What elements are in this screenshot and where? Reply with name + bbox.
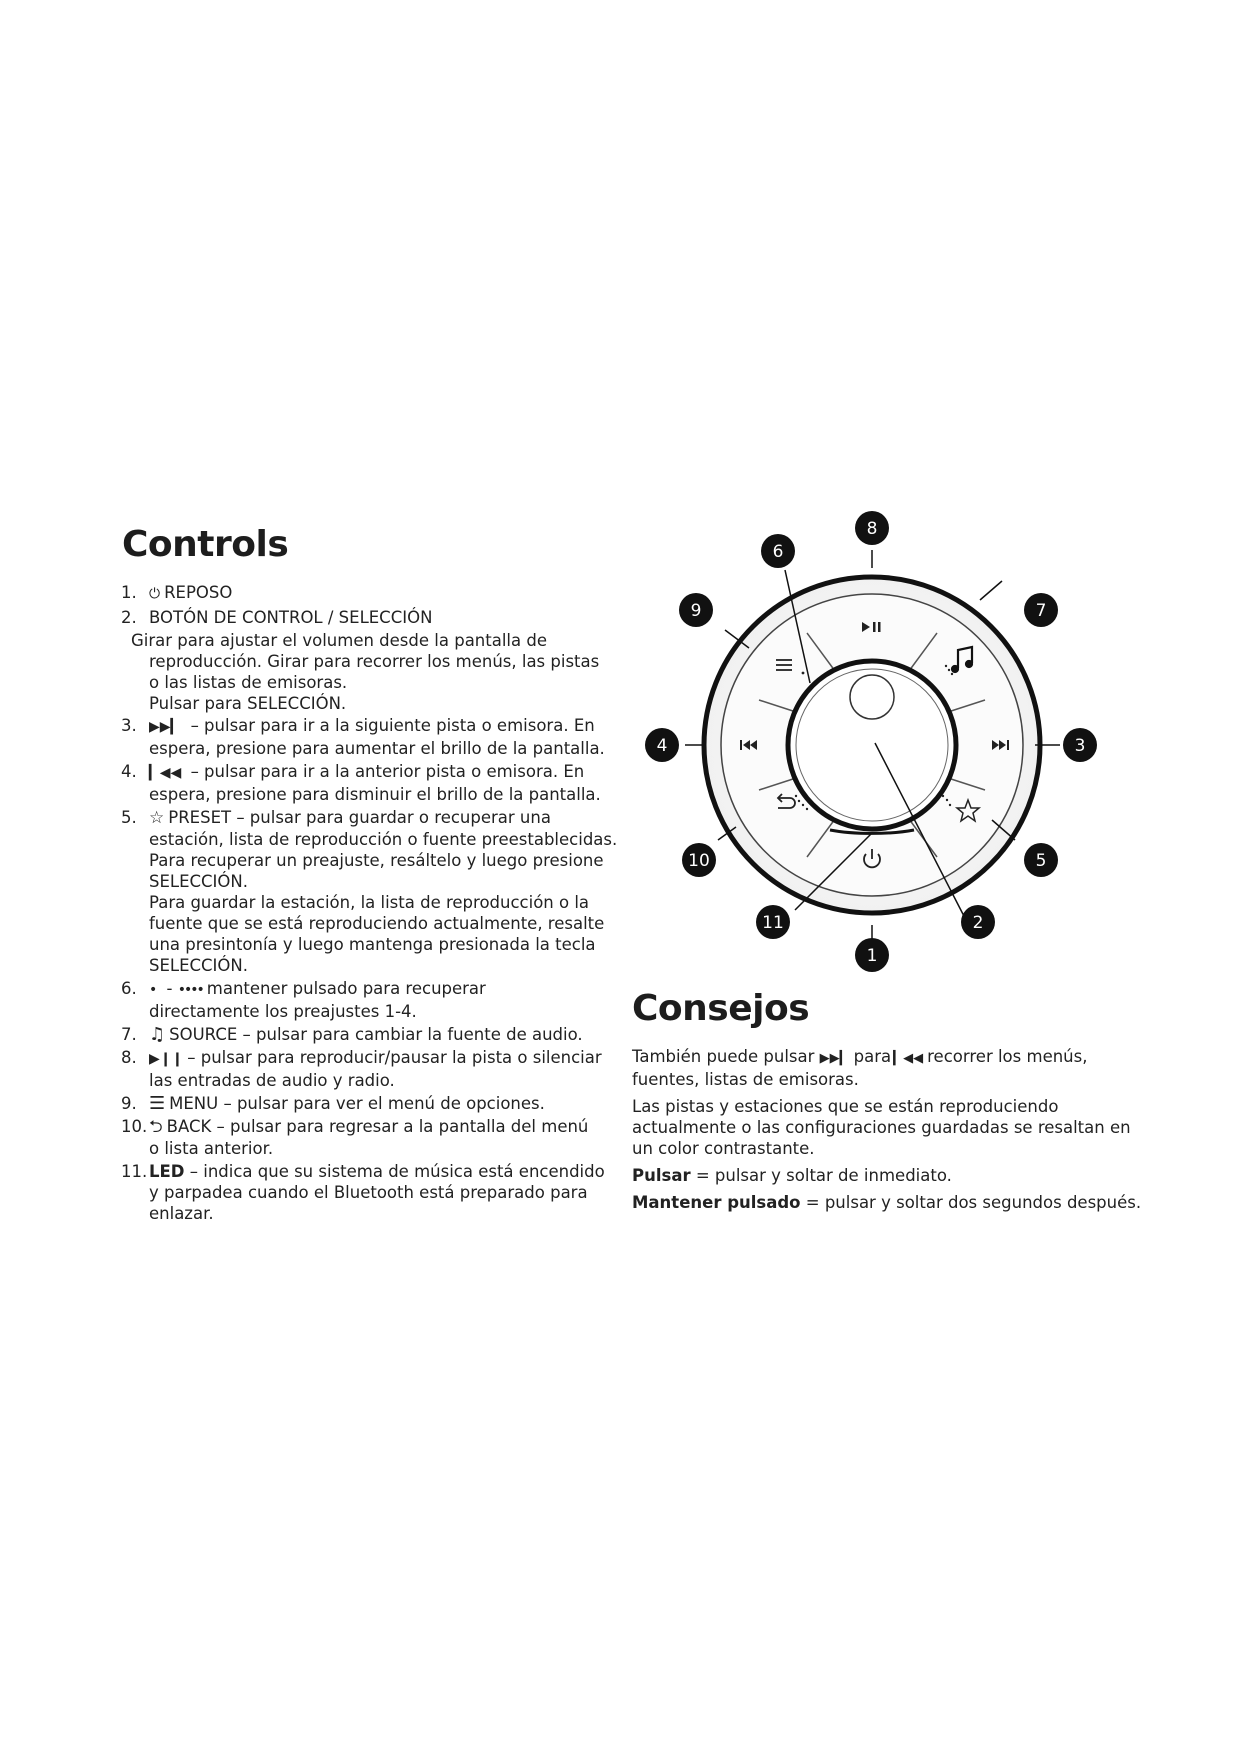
item-text: Para recuperar un preajuste, resáltelo y luego presione	[149, 851, 604, 870]
callout-1	[855, 938, 889, 972]
controller-diagram	[640, 500, 1110, 1000]
tip-paragraph	[632, 1165, 1152, 1186]
item-number: 3.	[121, 716, 137, 735]
list-item	[121, 582, 621, 605]
music-note-icon: ♫	[149, 1024, 166, 1045]
next-track-icon: ▶▶▎	[819, 1051, 850, 1066]
previous-track-icon: ▎◀◀	[149, 765, 182, 781]
item-text: directamente los preajustes 1-4.	[149, 1002, 417, 1021]
list-item	[121, 978, 621, 1022]
tip-text: Las pistas y estaciones que se están reproduciendo	[632, 1097, 1059, 1116]
item-text: – pulsar para ir a la anterior pista o emisora. En	[190, 762, 585, 781]
svg-text:11: 11	[762, 913, 784, 933]
callout-11	[756, 905, 790, 939]
svg-text:4: 4	[656, 736, 668, 756]
tip-text: recorrer los menús,	[927, 1047, 1088, 1066]
controls-heading: Controls	[122, 524, 289, 565]
item-text: MENU – pulsar para ver el menú de opciones.	[169, 1094, 545, 1113]
preset-dots-icon: ••••	[177, 982, 203, 998]
item-number: 1.	[121, 583, 137, 602]
item-text: o las listas de emisoras.	[149, 673, 348, 692]
star-icon: ☆	[149, 808, 165, 828]
next-track-icon: ▶▶▎	[149, 719, 182, 735]
item-number: 4.	[121, 762, 137, 781]
item-text: espera, presione para aumentar el brillo de la pantalla.	[149, 739, 605, 758]
svg-text:6: 6	[772, 542, 784, 562]
list-item	[121, 1024, 621, 1045]
item-text: Para guardar la estación, la lista de reproducción o la	[149, 893, 590, 912]
list-item	[121, 807, 621, 976]
svg-text:2: 2	[972, 913, 984, 933]
item-text: SELECCIÓN.	[149, 956, 248, 975]
item-text: – indica que su sistema de música está encendido	[189, 1162, 605, 1181]
callout-7	[1024, 593, 1058, 627]
item-number: 10.	[121, 1117, 148, 1136]
svg-text:5: 5	[1035, 851, 1047, 871]
led-label: LED	[149, 1162, 185, 1181]
preset-dot-icon: •	[149, 982, 158, 998]
callout-4	[645, 728, 679, 762]
item-text: Girar para ajustar el volumen desde la pantalla de	[131, 631, 547, 650]
item-number: 7.	[121, 1025, 137, 1044]
list-item	[121, 607, 621, 628]
item-text: espera, presione para disminuir el brillo de la pantalla.	[149, 785, 601, 804]
item-text: estación, lista de reproducción o fuente preestablecidas.	[149, 830, 618, 849]
tips-section	[632, 1046, 1152, 1219]
item-text: y parpadea cuando el Bluetooth está preparado para	[149, 1183, 588, 1202]
item-text: SOURCE – pulsar para cambiar la fuente de audio.	[169, 1025, 583, 1044]
tip-text: fuentes, listas de emisoras.	[632, 1070, 859, 1089]
previous-track-icon: ▎◀◀	[893, 1051, 924, 1066]
item-text: PRESET – pulsar para guardar o recuperar una	[168, 808, 551, 827]
controls-list	[121, 582, 621, 1226]
list-item	[121, 1116, 621, 1159]
tip-text: para	[853, 1047, 892, 1066]
svg-text:3: 3	[1074, 736, 1086, 756]
item-number: 5.	[121, 808, 137, 827]
dial-indent	[850, 675, 894, 719]
callout-8	[855, 511, 889, 545]
item-text: REPOSO	[164, 583, 233, 602]
item-text: fuente que se está reproduciendo actualmente, resalte	[149, 914, 605, 933]
item-text: mantener pulsado para recuperar	[206, 979, 486, 998]
item-text: enlazar.	[149, 1204, 214, 1223]
svg-text:10: 10	[688, 851, 710, 871]
item-number: 9.	[121, 1094, 137, 1113]
preset-dot-icon	[802, 672, 805, 675]
tip-text: También puede pulsar	[632, 1047, 815, 1066]
item-text: una presintonía y luego mantenga presionada la tecla	[149, 935, 596, 954]
callout-5	[1024, 843, 1058, 877]
callout-6	[761, 534, 795, 568]
list-item	[121, 1093, 621, 1114]
tip-text: = pulsar y soltar de inmediato.	[695, 1166, 952, 1185]
item-text: reproducción. Girar para recorrer los menús, las pistas	[149, 652, 600, 671]
item-number: 6.	[121, 979, 137, 998]
item-number: 8.	[121, 1048, 137, 1067]
list-item	[121, 1161, 621, 1224]
tip-text: actualmente o las configuraciones guardadas se resaltan en	[632, 1118, 1131, 1137]
item-text: – pulsar para ir a la siguiente pista o emisora. En	[190, 716, 595, 735]
play-pause-icon: ▶❙❙	[149, 1051, 184, 1067]
list-item	[121, 715, 621, 759]
item-text: SELECCIÓN.	[149, 872, 248, 891]
list-item	[121, 761, 621, 805]
svg-text:1: 1	[866, 946, 878, 966]
item-text: Pulsar para SELECCIÓN.	[149, 694, 347, 713]
svg-text:9: 9	[690, 601, 702, 621]
callout-2	[961, 905, 995, 939]
callout-9	[679, 593, 713, 627]
item-number: 2.	[121, 608, 137, 627]
callout-10	[682, 843, 716, 877]
list-item	[121, 1047, 621, 1091]
tip-term: Pulsar	[632, 1166, 691, 1185]
item-text: las entradas de audio y radio.	[149, 1071, 395, 1090]
tip-text: un color contrastante.	[632, 1139, 815, 1158]
tip-term: Mantener pulsado	[632, 1193, 801, 1212]
tip-paragraph	[632, 1096, 1152, 1159]
item-text: – pulsar para reproducir/pausar la pista o silenciar	[187, 1048, 602, 1067]
svg-text:7: 7	[1035, 601, 1047, 621]
tip-paragraph	[632, 1192, 1152, 1213]
item-text: BOTÓN DE CONTROL / SELECCIÓN	[149, 608, 433, 627]
dash: -	[166, 979, 173, 998]
tip-text: = pulsar y soltar dos segundos después.	[805, 1193, 1142, 1212]
item-number: 11.	[121, 1162, 148, 1181]
tips-heading: Consejos	[632, 988, 810, 1029]
menu-icon: ☰	[149, 1093, 166, 1114]
power-icon: ⏻	[149, 586, 161, 602]
svg-text:8: 8	[866, 519, 878, 539]
tip-paragraph	[632, 1046, 1152, 1090]
item-text: BACK – pulsar para regresar a la pantalla del menú	[166, 1117, 589, 1136]
callout-3	[1063, 728, 1097, 762]
back-icon: ⮌	[149, 1117, 163, 1137]
item-text: o lista anterior.	[149, 1139, 274, 1158]
